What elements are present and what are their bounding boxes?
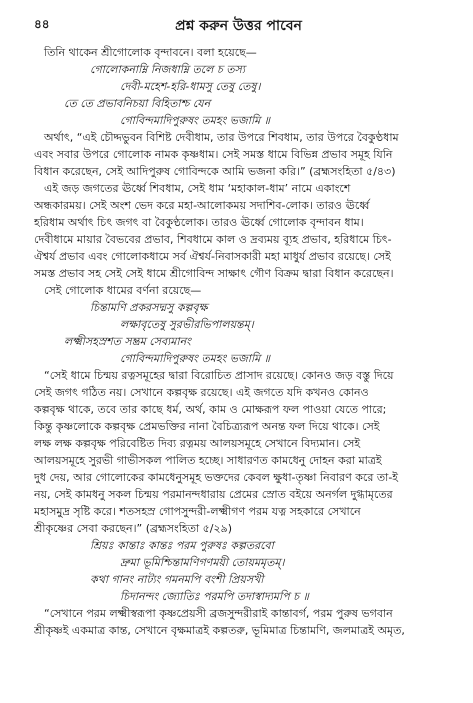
- text-line: নয়, সেই কামধনু সকল চিন্ময় পরমানন্দধারায় প্রেমের স্রোত বইয়ে অনর্গল দুগ্ধামৃতের: [34, 488, 393, 501]
- text-line: কিন্তু কৃষ্ণলোকে কল্পবৃক্ষ প্রেমভক্তির নানা বৈচিত্র্যরূপ অনন্ত ফল দিয়ে থাকে। সেই: [34, 420, 380, 433]
- text-line: গোবিন্দমাদিপুরুষং তমহং ভজামি ॥: [120, 352, 270, 365]
- text-line: বিধান করেছেন, সেই আদিপুরুষ গোবিন্দকে আমি ভজনা করি।” (ব্রহ্মসংহিতা ৫/৪৩): [34, 165, 396, 178]
- text-line: শ্রীকৃষ্ণের সেবা করছেন।” (ব্রহ্মসংহিতা ৫/২৯): [34, 522, 233, 535]
- text-line: দেবী-মহেশ-হরি-ধামসু তেষু তেষু।: [120, 80, 261, 93]
- text-line: গোবিন্দমাদিপুরুষং তমহং ভজামি ॥: [120, 114, 270, 127]
- text-line: আলয়সমূহে সুরভী গাভীসকল পালিত হচ্ছে। সাধারণত কামধেনু দোহন করা মাত্রই: [34, 454, 382, 467]
- text-line: সেই গোলোক ধামের বর্ণনা রয়েছে—: [44, 284, 202, 297]
- text-line: “সেখানে পরম লক্ষ্মীস্বরূপা কৃষ্ণপ্রেয়সী ব্রজসুন্দরীরাই কান্তাবর্গ, পরম পুরুষ ভগবান: [44, 607, 393, 620]
- text-line: হরিধাম অর্থাৎ চিৎ জগৎ বা বৈকুণ্ঠলোক। তারও ঊর্ধ্বে গোলোক বৃন্দাবন ধাম।: [34, 216, 364, 229]
- text-line: লক্ষ্মীসহস্রশত সম্ভ্রম সেব্যমানং: [64, 335, 191, 348]
- text-line: শ্রীকৃষ্ণই একমাত্র কান্ত, সেখানে বৃক্ষমাত্রই কল্পতরু, ভূমিমাত্র চিন্তামণি, জলমাত্রই অমৃত,: [34, 624, 405, 637]
- text-line: “সেই ধামে চিন্ময় রত্নসমূহের দ্বারা বিরোচিত প্রাসাদ রয়েছে। কোনও জড় বস্তু দিয়ে: [44, 369, 394, 382]
- text-line: চিদানন্দং জ্যোতিঃ পরমপি তদাস্বাদ্যমপি চ ॥: [120, 590, 309, 603]
- text-line: মহাসমুদ্র সৃষ্টি করে। শতসহস্র গোপসুন্দরী-লক্ষ্মীগণ পরম যত্ন সহকারে সেখানে: [34, 505, 361, 518]
- text-line: তে তে প্রভাবনিচয়া বিহিতাশ্চ যেন: [64, 97, 211, 110]
- text-line: তিনি থাকেন শ্রীগোলোক বৃন্দাবনে। বলা হয়েছে—: [44, 46, 257, 59]
- text-line: চিন্তামণি প্রকরসদ্মসু কল্পবৃক্ষ: [90, 301, 208, 314]
- text-line: সমস্ত প্রভাব সহ সেই সেই ধামে শ্রীগোবিন্দ সাক্ষাৎ গৌণ বিক্রম দ্বারা বিধান করেছেন।: [34, 267, 394, 280]
- text-line: এবং সবার উপরে গোলোক নামক কৃষ্ণধাম। সেই সমস্ত ধামে বিভিন্ন প্রভাব সমূহ যিনি: [34, 148, 393, 161]
- text-line: কথা গানং নাট্যং গমনমপি বংশী প্রিয়সখী: [90, 573, 264, 586]
- text-line: অর্থাৎ, “এই চৌদ্দভুবন বিশিষ্ট দেবীধাম, তার উপরে শিবধাম, তার উপরে বৈকুণ্ঠধাম: [44, 131, 399, 144]
- text-line: কল্পবৃক্ষ থাকে, তবে তার কাছে ধর্ম, অর্থ, কাম ও মোক্ষরূপ ফল পাওয়া যেতে পারে;: [34, 403, 387, 416]
- text-line: লক্ষাবৃতেষু সুরভীরভিপালয়ন্তম্।: [120, 318, 254, 331]
- text-line: লক্ষ লক্ষ কল্পবৃক্ষ পরিবেষ্টিত দিব্য রত্নময় আলয়সমূহে সেখানে বিদ্যমান। সেই: [34, 437, 361, 450]
- body-text: [34, 44, 439, 639]
- text-line: সেই জগৎ গঠিত নয়। সেখানে কল্পবৃক্ষ রয়েছে। এই জগতে যদি কখনও কোনও: [34, 386, 369, 399]
- text-line: দ্রুমা ভূমিশ্চিন্তামণিগণময়ী তোয়মমৃতম্।: [120, 556, 285, 569]
- text-line: গোলোকনাম্নি নিজধাম্নি তলে চ তস্য: [90, 63, 245, 76]
- page-header: [34, 10, 443, 36]
- text-line: দেবীধামে মায়ার বৈভবের প্রভাব, শিবধামে কাল ও দ্রব্যময় ব্যূহ প্রভাব, হরিধামে চিৎ-: [34, 233, 392, 246]
- text-line: ঐশ্বর্য প্রভাব এবং গোলোকধামে সর্ব ঐশ্বর্য-নিবাসকারী মহা মাধুর্য প্রভাব রয়েছে। সেই: [34, 250, 391, 263]
- running-title: প্রশ্ন করুন উত্তর পাবেন: [175, 18, 302, 34]
- text-line: দুধ দেয়, আর গোলোকের কামধেনুসমূহ ভক্তদের কেবল ক্ষুধা-তৃষ্ণা নিবারণ করে তা-ই: [34, 471, 399, 484]
- text-line: এই জড় জগতের ঊর্ধ্বে শিবধাম, সেই ধাম ‘মহাকাল-ধাম’ নামে একাংশে: [44, 182, 351, 195]
- text-line: শ্রিয়ঃ কান্তাঃ কান্তঃ পরম পুরুষঃ কল্পতরবো: [90, 539, 274, 552]
- text-line: অন্ধকারময়। সেই অংশ ভেদ করে মহা-আলোকময় সদাশিব-লোক। তারও ঊর্ধ্বে: [34, 199, 370, 212]
- page-number: ৪৪: [34, 17, 50, 31]
